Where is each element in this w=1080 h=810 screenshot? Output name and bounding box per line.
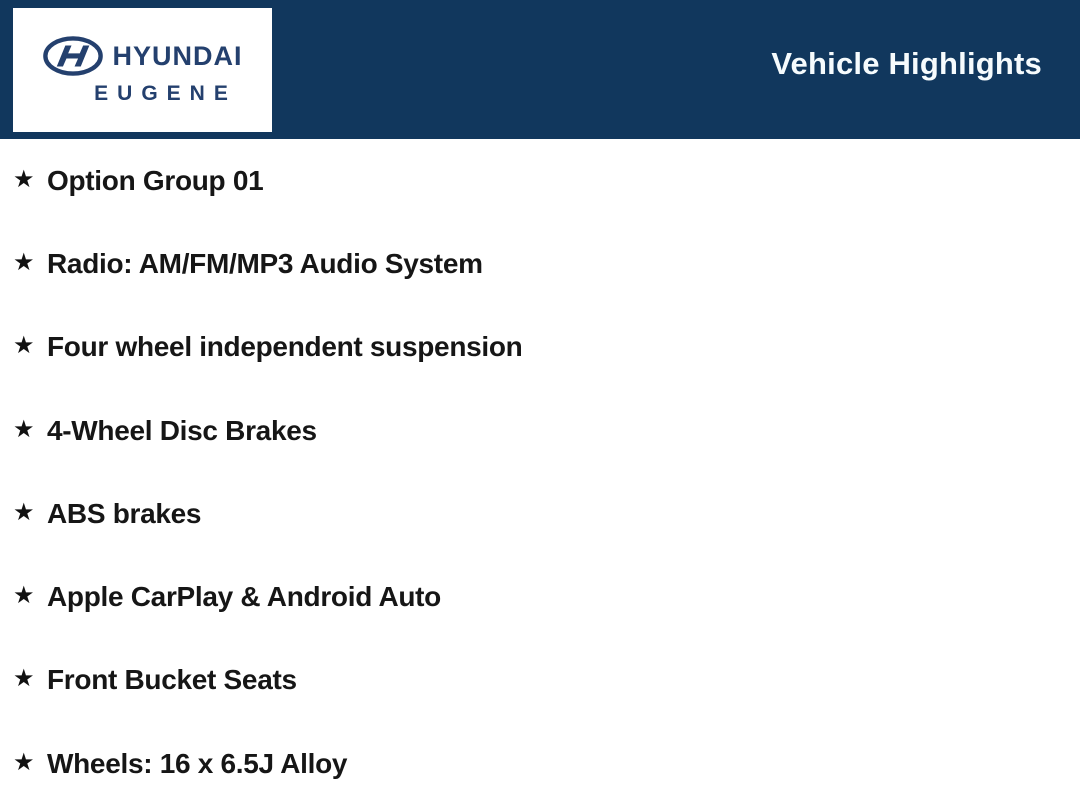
star-icon: ★ [13, 415, 35, 443]
star-icon: ★ [13, 498, 35, 526]
header-bar [0, 0, 1080, 139]
feature-label: ABS brakes [47, 497, 202, 529]
feature-label: Radio: AM/FM/MP3 Audio System [47, 247, 483, 279]
list-item [0, 472, 1080, 555]
feature-label: Front Bucket Seats [47, 664, 297, 696]
star-icon: ★ [13, 332, 35, 360]
list-item [0, 306, 1080, 389]
star-icon: ★ [13, 248, 35, 276]
list-item [0, 639, 1080, 722]
feature-label: Apple CarPlay & Android Auto [47, 581, 441, 613]
hyundai-logo-icon [42, 36, 104, 76]
dealer-logo-row [42, 36, 242, 76]
list-item [0, 222, 1080, 305]
feature-label: 4-Wheel Disc Brakes [47, 414, 317, 446]
dealer-city: EUGENE [94, 82, 237, 105]
feature-label: Wheels: 16 x 6.5J Alloy [47, 747, 348, 779]
star-icon: ★ [13, 665, 35, 693]
list-item [0, 389, 1080, 472]
list-item [0, 555, 1080, 638]
dealer-name: HYUNDAI [112, 40, 243, 71]
page-title: Vehicle Highlights [771, 46, 1042, 81]
star-icon: ★ [13, 582, 35, 610]
list-item [0, 722, 1080, 805]
star-icon: ★ [13, 748, 35, 776]
star-icon: ★ [13, 165, 35, 193]
list-item [0, 139, 1080, 222]
feature-label: Four wheel independent suspension [47, 331, 523, 363]
feature-list [0, 139, 1080, 805]
feature-label: Option Group 01 [47, 164, 264, 196]
dealer-logo [13, 8, 272, 132]
